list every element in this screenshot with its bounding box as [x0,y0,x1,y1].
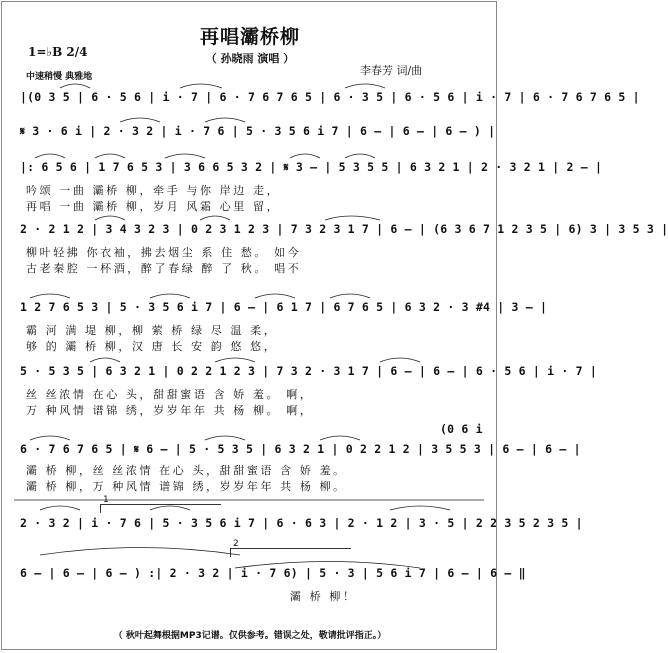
lyric-row-5a: 霸 河 满 堤 柳，柳 萦 桥 绿 尽 温 柔， [26,324,278,337]
score-row-2: 𝄋 3 · 6 i | 2 · 3 2 | i · 7 6 | 5 · 3 5 6 i 7 | 6 — | 6 — | 6 — ) | [20,124,496,138]
lyric-row-7a: 灞 桥 柳，丝 丝浓情 在心 头，甜甜蜜语 含 娇 羞。 [26,464,347,477]
score-row-7-pickup: (0 6 i [440,422,483,436]
lyric-row-4b: 古老秦腔 一杯酒，醉了春绿 醉 了 秋。 唱不 [26,262,302,275]
lyric-row-9: 灞 桥 柳！ [290,590,357,603]
performer-line: （ 孙晓雨 演唱 ） [205,52,295,65]
lyric-row-6a: 丝 丝浓情 在心 头，甜甜蜜语 含 娇 羞。 啊， [26,388,314,401]
volta-bracket-1: 1 [100,504,221,513]
score-row-5: 1 2 7 6 5 3 | 5 · 3 5 6 i 7 | 6 — | 6 1 7 | 6 7 6 5 | 6 3 2 · 3 #4 | 3 — | [20,300,548,314]
transcription-note: （ 秋叶起舞根据MP3记谱。仅供参考。错误之处，敬请批评指正。） [113,631,387,641]
lyric-row-6b: 万 种风情 谱锦 绣，岁岁年年 共 杨 柳。 啊， [26,404,314,417]
score-row-1: |(0 3 5 | 6 · 5 6 | i · 7 | 6 · 7 6 7 6 5 | 6 · 3 5 | 6 · 5 6 | i · 7 | 6 · 7 6 7 6 5 | [20,90,640,104]
score-row-8: 2 · 3 2 | i · 7 6 | 5 · 3 5 6 i 7 | 6 · 6 3 | 2 · 1 2 | 3 · 5 | 2 2 3 5 2 3 5 | [20,516,583,530]
composer-credit: 李春芳 词/曲 [360,64,423,77]
score-row-7: 6 · 7 6 7 6 5 | 𝄋 6 — | 5 · 5 3 5 | 6 3 2 1 | 0 2 2 1 2 | 3 5 5 3 | 6 — | 6 — | [20,442,581,456]
score-row-6: 5 · 5 3 5 | 6 3 2 1 | 0 2 2 1 2 3 | 7 3 2 · 3 1 7 | 6 — | 6 — | 6 · 5 6 | i · 7 | [20,364,598,378]
lyric-row-3b: 再唱 一曲 灞桥 柳，岁月 风霜 心里 留， [26,200,281,213]
score-row-4: 2 · 2 1 2 | 3 4 3 2 3 | 0 2 3 1 2 3 | 7 3 2 3 1 7 | 6 — | (6 3 6 7 1 2 3 5 | 6) 3 | 3 5 3 | [20,222,668,236]
score-row-9: 6 — | 6 — | 6 — ) :| 2 · 3 2 | i · 7 6) | 5 · 3 | 5 6 i 7 | 6 — | 6 — ‖ [20,566,526,580]
score-row-3: |: 6 5 6 | 1 7 6 5 3 | 3 6 6 5 3 2 | 𝄋 3 — | 5 3 5 5 | 6 3 2 1 | 2 · 3 2 1 | 2 — | [20,160,603,174]
volta-bracket-2: 2 [230,548,351,557]
lyric-row-7b: 灞 桥 柳，万 种风情 谱锦 绣，岁岁年年 共 杨 柳。 [26,480,347,493]
tempo-marking: 中速稍慢 典雅地 [26,72,93,82]
lyric-row-4a: 柳叶轻拂 你衣袖，拂去烟尘 系 住 愁。 如今 [26,246,302,259]
lyric-row-3a: 吟颂 一曲 灞桥 柳，牵手 与你 岸边 走， [26,184,281,197]
song-title: 再唱灞桥柳 [199,26,300,48]
key-signature: 1=♭B 2/4 [28,45,88,59]
lyric-row-5b: 够 的 灞 桥 柳，汉 唐 长 安 韵 悠 悠， [26,340,278,353]
